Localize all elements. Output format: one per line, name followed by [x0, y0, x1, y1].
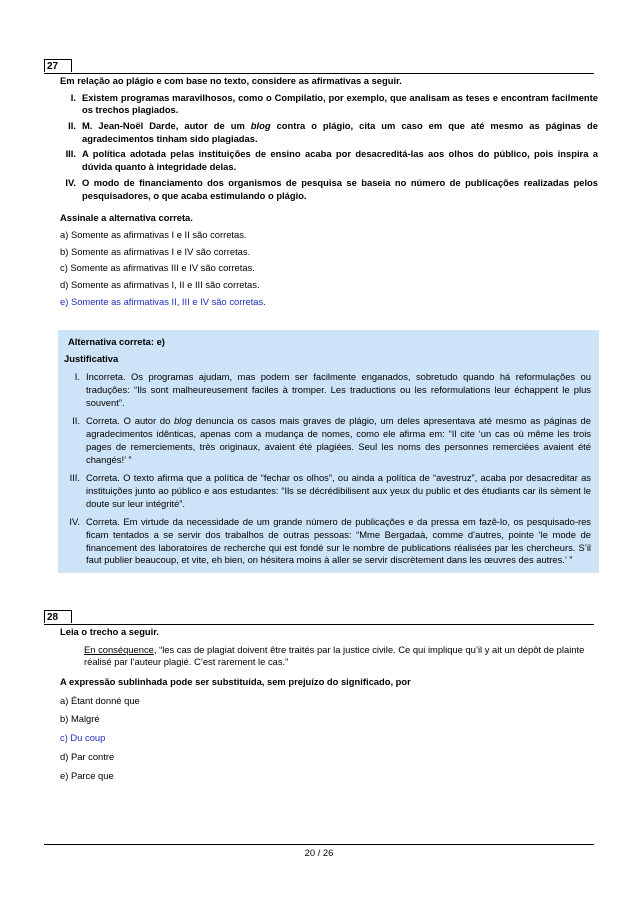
statement-2: II. M. Jean-Noël Darde, autor de um blog contra o plágio, cita um caso em que até mesmo as páginas de agradecimentos tinham sido plagiadas.: [68, 120, 599, 144]
underlined-expression: En conséquence: [84, 643, 154, 655]
statement-4: IV. O modo de financiamento dos organismos de pesquisa se baseia no número de publicações realizadas pelos pesquisadores, o que acaba estimulando o plágio.: [65, 176, 598, 201]
page-number: 20 / 26: [44, 844, 594, 860]
question-27-header: [44, 59, 594, 74]
question-27: [60, 75, 598, 308]
option-c-correct: c) Du coup: [60, 732, 106, 744]
justification-1: I. Incorreta. Os programas ajudam, mas podem ser facilmente enganados, sobretudo quando há reformulações ou traduções: “Ils sont malheureusement faciles à tromper. Les traductions ou les reformulations leur échappent le plus souvent”.: [74, 371, 591, 408]
option-c: c) Somente as afirmativas III e IV são corretas.: [60, 262, 255, 274]
question-prompt: Leia o trecho a seguir.: [60, 626, 159, 637]
instruction: Assinale a alternativa correta.: [60, 212, 193, 224]
option-b: b) Somente as afirmativas I e IV são corretas.: [60, 245, 251, 257]
answer-title: Alternativa correta: e): [68, 336, 165, 347]
option-e-correct: e) Somente as afirmativas II, III e IV são corretas.: [60, 295, 266, 307]
option-b: b) Malgré: [60, 713, 100, 725]
justification-title: Justificativa: [64, 352, 119, 364]
question-number: 27: [44, 59, 72, 72]
option-a: a) Étant donné que: [60, 694, 140, 706]
justification-2: II. Correta. O autor do blog denuncia os casos mais graves de plágio, um deles apresentava até mesmo as páginas de agradecimentos idênticas, apenas com a mudança de nomes, como ele afirma em: “Il cite ‘un cas où même les trois pages de remerciements, très originaux, avaient été plagiées. Seul les noms des personnes remerciées avaient été changés!’ ”: [72, 415, 591, 465]
question-number: 28: [44, 610, 72, 623]
statement-list: [60, 92, 598, 203]
option-a: a) Somente as afirmativas I e II são corretas.: [60, 228, 247, 240]
statement-3: III. A política adotada pelas instituições de ensino acaba por desacreditá-las aos olhos do público, pois inspira a dúvida quanto à integridade delas.: [65, 148, 598, 173]
quoted-excerpt: En conséquence, “les cas de plagiat doivent être traités par la justice civile. Ce qui implique qu’il y ait un dépôt de plainte réalisé par l’auteur plagié. C’est rarement le cas.”: [84, 643, 585, 668]
instruction: A expressão sublinhada pode ser substituída, sem prejuízo do significado, por: [60, 676, 411, 688]
question-28: [60, 626, 598, 782]
justification-3: III. Correta. O texto afirma que a política de “fechar os olhos”, ou ainda a política de “avestruz”, acaba por desacreditar as instituições junto ao público e aos estudantes: “Ils se décrédibilisent aux yeux du public et des étudiants car ils sèment le doute sur leur intégrité”.: [69, 472, 591, 509]
justification-4: IV. Correta. Em virtude da necessidade de um grande número de publicações e da pressa em fazê-lo, os pesquisado-res ficam tentados a se servir dos trabalhos de outras pessoas: “Mme Bergadaà, comme d’autres, pointe ‘le mode de financement des laboratoires de recherche qui est fondé sur le nombre de publications réalisées par les chercheurs. S’il faut publier beaucoup, et vite, eh bien, on hésitera moins à aller se servir discrètement dans les œuvres des autres.’ ”: [69, 516, 591, 566]
option-d: d) Par contre: [60, 750, 115, 762]
statement-1: I. Existem programas maravilhosos, como o Compilatio, por exemplo, que analisam as teses e encontram facilmente os trechos plagiados.: [70, 91, 598, 116]
option-e: e) Parce que: [60, 769, 114, 781]
question-28-header: [44, 610, 594, 625]
question-prompt: Em relação ao plágio e com base no texto, considere as afirmativas a seguir.: [60, 75, 402, 86]
option-d: d) Somente as afirmativas I, II e III são corretas.: [60, 278, 260, 290]
answer-box: [58, 330, 599, 573]
